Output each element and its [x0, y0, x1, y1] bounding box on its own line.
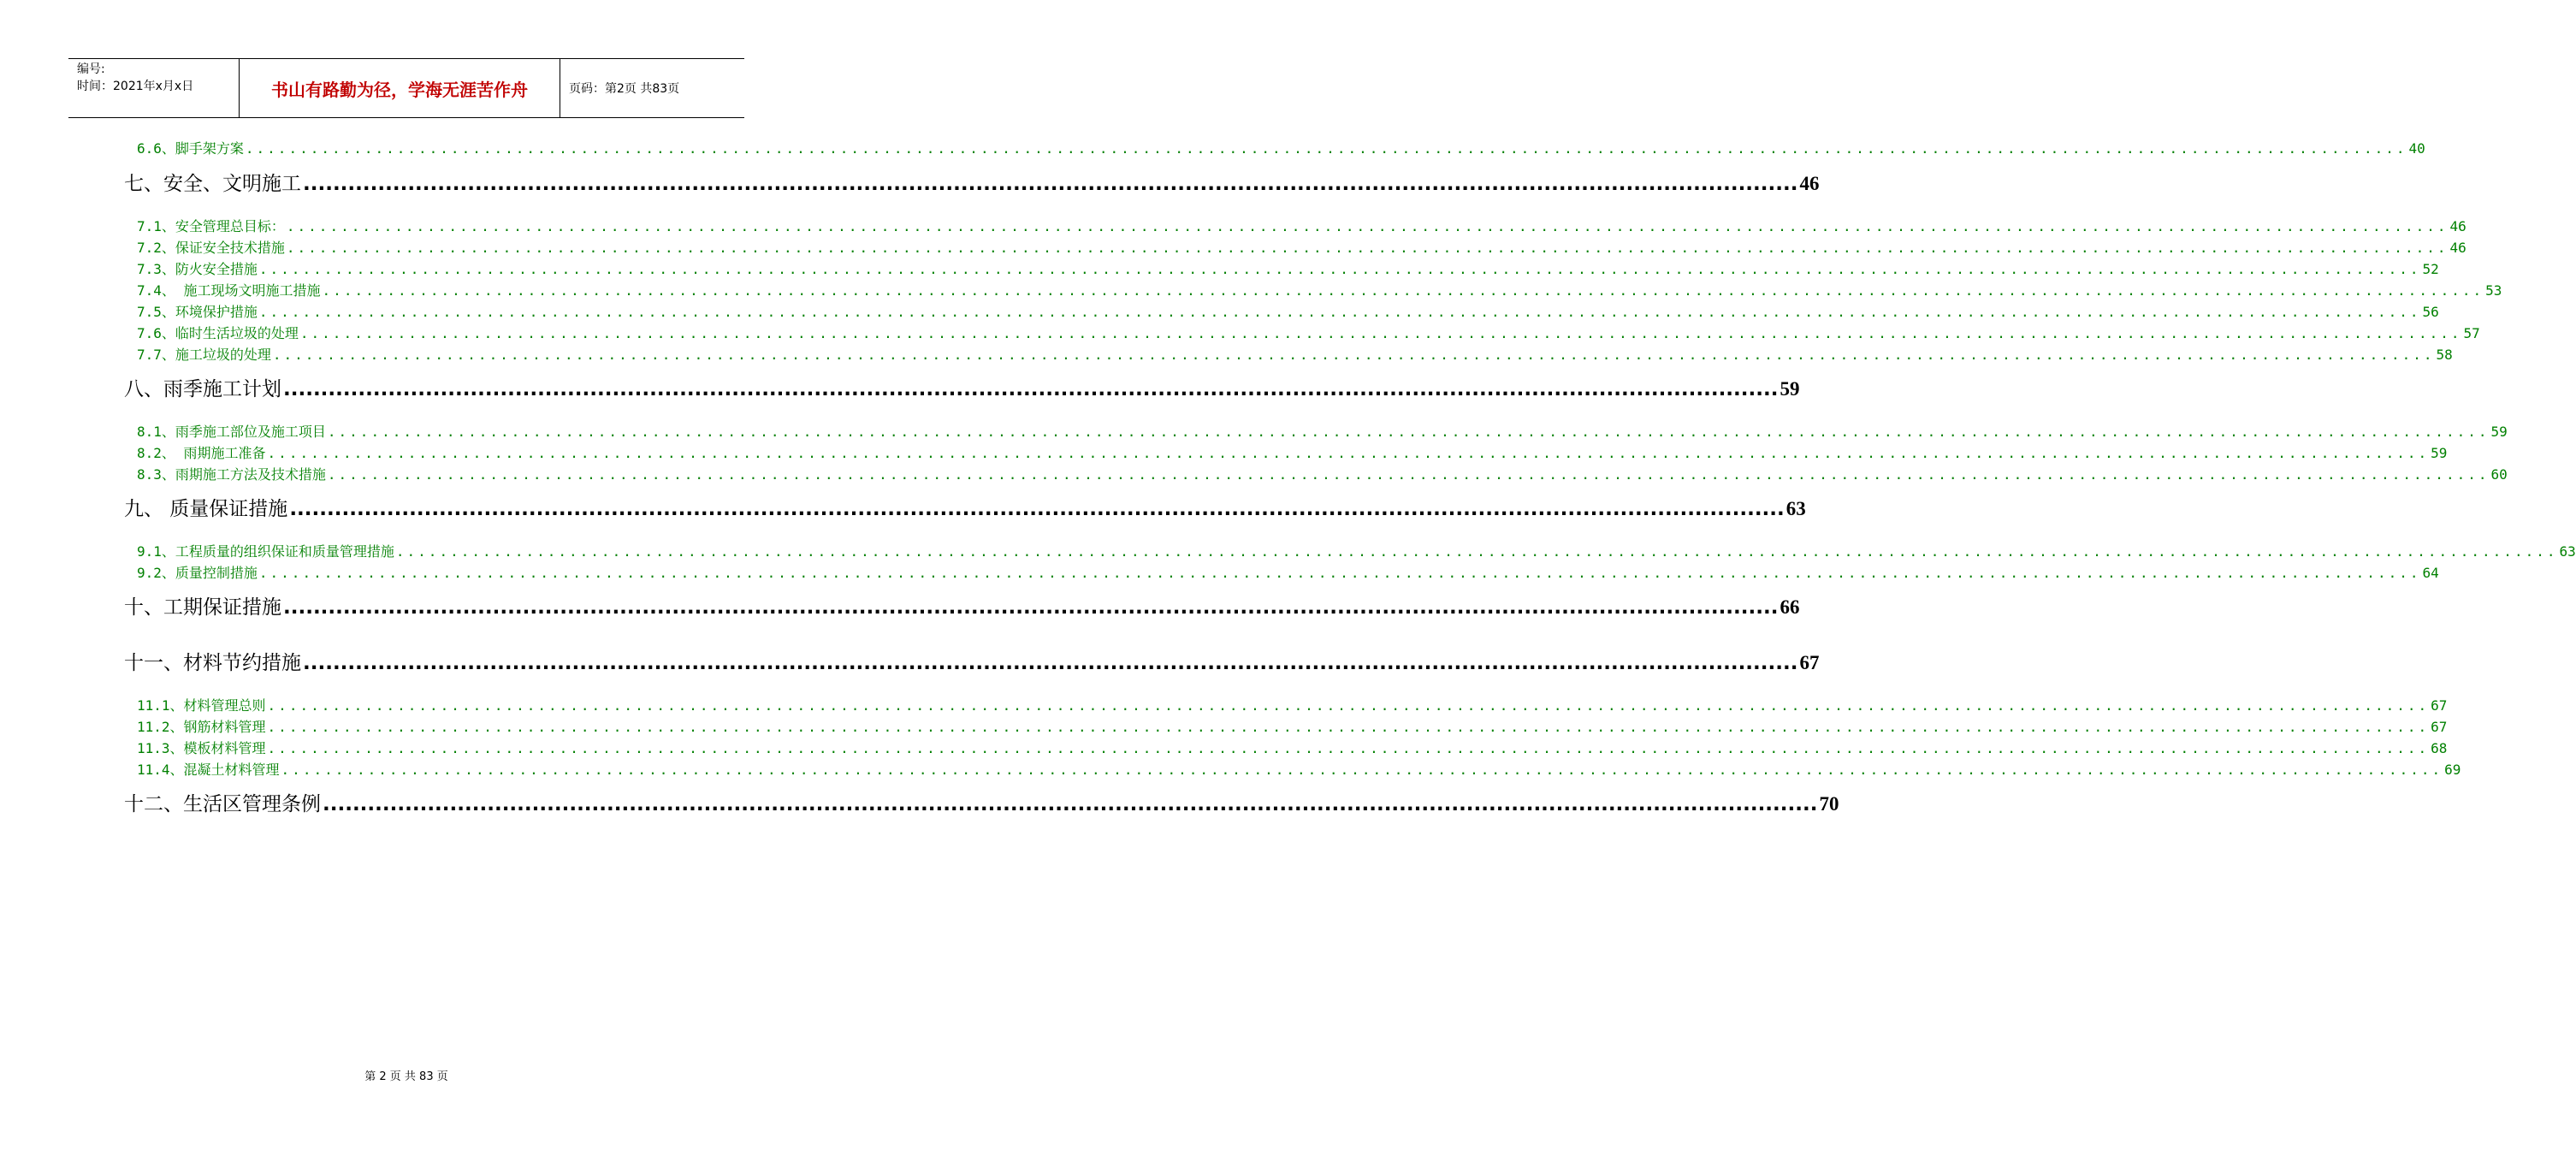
toc-leader-dots: ........................................................................................................................................................................................................ [303, 652, 1798, 674]
toc-entry-page: 53 [2485, 282, 2502, 299]
toc-section-entry[interactable] [137, 301, 2439, 321]
toc-entry-title: 7.4、 施工现场文明施工措施 [137, 282, 321, 299]
toc-section-entry[interactable] [137, 280, 2502, 299]
toc-entry-page: 46 [2449, 218, 2466, 234]
toc-entry-title: 十、工期保证措施 [124, 596, 281, 619]
toc-entry-title: 7.6、临时生活垃圾的处理 [137, 325, 299, 341]
toc-entry-title: 9.1、工程质量的组织保证和质量管理措施 [137, 543, 394, 560]
toc-leader-dots: ........................................................................................................................................................................................................ [267, 740, 2430, 756]
toc-entry-page: 46 [1799, 173, 1820, 194]
toc-section-entry[interactable] [137, 323, 2480, 342]
toc-entry-title: 8.3、雨期施工方法及技术措施 [137, 466, 326, 483]
toc-entry-title: 8.2、 雨期施工准备 [137, 445, 266, 461]
toc-entry-page: 56 [2422, 304, 2439, 320]
toc-leader-dots: ........................................................................................................................................................................................................ [299, 325, 2462, 341]
toc-leader-dots: ........................................................................................................................................................................................................ [272, 347, 2435, 363]
toc-leader-dots: ........................................................................................................................................................................................................ [327, 424, 2490, 440]
toc-leader-dots: ........................................................................................................................................................................................................ [267, 697, 2430, 714]
toc-entry-title: 6.6、脚手架方案 [137, 140, 244, 157]
toc-chapter-entry[interactable] [124, 493, 1806, 521]
toc-leader-dots: ........................................................................................................................................................................................................ [281, 762, 2443, 778]
toc-section-entry[interactable] [137, 258, 2439, 278]
toc-entry-title: 7.5、环境保护措施 [137, 304, 258, 320]
toc-section-entry[interactable] [137, 716, 2448, 736]
header-motto: 书山有路勤为径，学海无涯苦作舟 [240, 59, 560, 117]
toc-entry-page: 69 [2444, 762, 2461, 778]
toc-section-entry[interactable] [137, 237, 2466, 257]
toc-entry-page: 40 [2408, 140, 2425, 157]
toc-leader-dots: ........................................................................................................................................................................................................ [303, 173, 1798, 195]
toc-leader-dots: ........................................................................................................................................................................................................ [258, 304, 2421, 320]
toc-entry-page: 59 [1780, 378, 1800, 400]
toc-leader-dots: ........................................................................................................................................................................................................ [258, 261, 2421, 277]
toc-entry-title: 11.3、模板材料管理 [137, 740, 266, 756]
toc-entry-title: 十一、材料节约措施 [124, 652, 301, 674]
toc-entry-page: 58 [2436, 347, 2453, 363]
toc-chapter-entry[interactable] [124, 373, 1800, 401]
toc-entry-title: 9.2、质量控制措施 [137, 565, 258, 581]
toc-entry-page: 63 [2559, 543, 2576, 560]
toc-entry-page: 67 [2431, 719, 2448, 735]
toc-section-entry[interactable] [137, 464, 2508, 483]
toc-section-entry[interactable] [137, 442, 2448, 462]
toc-chapter-entry[interactable] [124, 788, 1839, 816]
toc-leader-dots: ........................................................................................................................................................................................................ [286, 218, 2449, 234]
toc-entry-title: 11.4、混凝土材料管理 [137, 762, 280, 778]
toc-section-entry[interactable] [137, 759, 2461, 779]
toc-entry-page: 46 [2449, 240, 2466, 256]
toc-leader-dots: ........................................................................................................................................................................................................ [289, 498, 1785, 520]
toc-section-entry[interactable] [137, 344, 2453, 364]
page-header [68, 58, 744, 118]
toc-entry-page: 57 [2463, 325, 2480, 341]
toc-entry-page: 67 [2431, 697, 2448, 714]
page-footer: 第 2 页 共 83 页 [364, 1070, 448, 1083]
toc-entry-title: 7.2、保证安全技术措施 [137, 240, 285, 256]
toc-chapter-entry[interactable] [124, 647, 1820, 675]
toc-leader-dots: ........................................................................................................................................................................................................ [395, 543, 2558, 560]
toc-entry-title: 八、雨季施工计划 [124, 378, 281, 400]
toc-entry-page: 52 [2422, 261, 2439, 277]
toc-chapter-entry[interactable] [124, 168, 1820, 196]
toc-entry-title: 十二、生活区管理条例 [124, 793, 321, 815]
header-info [68, 59, 240, 117]
toc-section-entry[interactable] [137, 738, 2448, 757]
toc-chapter-entry[interactable] [124, 591, 1800, 619]
toc-section-entry[interactable] [137, 421, 2508, 441]
toc-leader-dots: ........................................................................................................................................................................................................ [258, 565, 2421, 581]
toc-section-entry[interactable] [137, 216, 2466, 235]
toc-entry-page: 60 [2490, 466, 2508, 483]
toc-entry-title: 11.2、钢筋材料管理 [137, 719, 266, 735]
toc-entry-page: 68 [2431, 740, 2448, 756]
toc-section-entry[interactable] [137, 695, 2448, 714]
toc-entry-title: 七、安全、文明施工 [124, 173, 301, 195]
toc-entry-title: 九、 质量保证措施 [124, 498, 288, 520]
toc-entry-page: 64 [2422, 565, 2439, 581]
toc-entry-page: 63 [1785, 498, 1806, 519]
toc-entry-page: 59 [2431, 445, 2448, 461]
toc-entry-title: 7.7、施工垃圾的处理 [137, 347, 271, 363]
toc-entry-title: 8.1、雨季施工部位及施工项目 [137, 424, 326, 440]
toc-entry-title: 11.1、材料管理总则 [137, 697, 266, 714]
toc-leader-dots: ........................................................................................................................................................................................................ [245, 140, 2407, 157]
toc-entry-page: 67 [1799, 652, 1820, 673]
toc-entry-title: 7.1、安全管理总目标： [137, 218, 285, 234]
toc-leader-dots: ........................................................................................................................................................................................................ [327, 466, 2490, 483]
toc-leader-dots: ........................................................................................................................................................................................................ [323, 793, 1818, 815]
toc-leader-dots: ........................................................................................................................................................................................................ [322, 282, 2484, 299]
toc-leader-dots: ........................................................................................................................................................................................................ [286, 240, 2449, 256]
document-date: 时间：2021年x月x日 [77, 80, 194, 93]
toc-leader-dots: ........................................................................................................................................................................................................ [267, 719, 2430, 735]
toc-leader-dots: ........................................................................................................................................................................................................ [283, 378, 1779, 400]
toc-entry-page: 66 [1780, 596, 1800, 618]
toc-entry-page: 70 [1819, 793, 1839, 815]
toc-leader-dots: ........................................................................................................................................................................................................ [283, 596, 1779, 619]
toc-section-entry[interactable] [137, 138, 2425, 157]
toc-leader-dots: ........................................................................................................................................................................................................ [267, 445, 2430, 461]
toc-section-entry[interactable] [137, 562, 2439, 582]
header-page-info: 页码：第2页 共83页 [569, 82, 680, 96]
document-number: 编号: [77, 62, 105, 76]
toc-entry-title: 7.3、防火安全措施 [137, 261, 258, 277]
toc-section-entry[interactable] [137, 541, 2576, 560]
toc-entry-page: 59 [2490, 424, 2508, 440]
